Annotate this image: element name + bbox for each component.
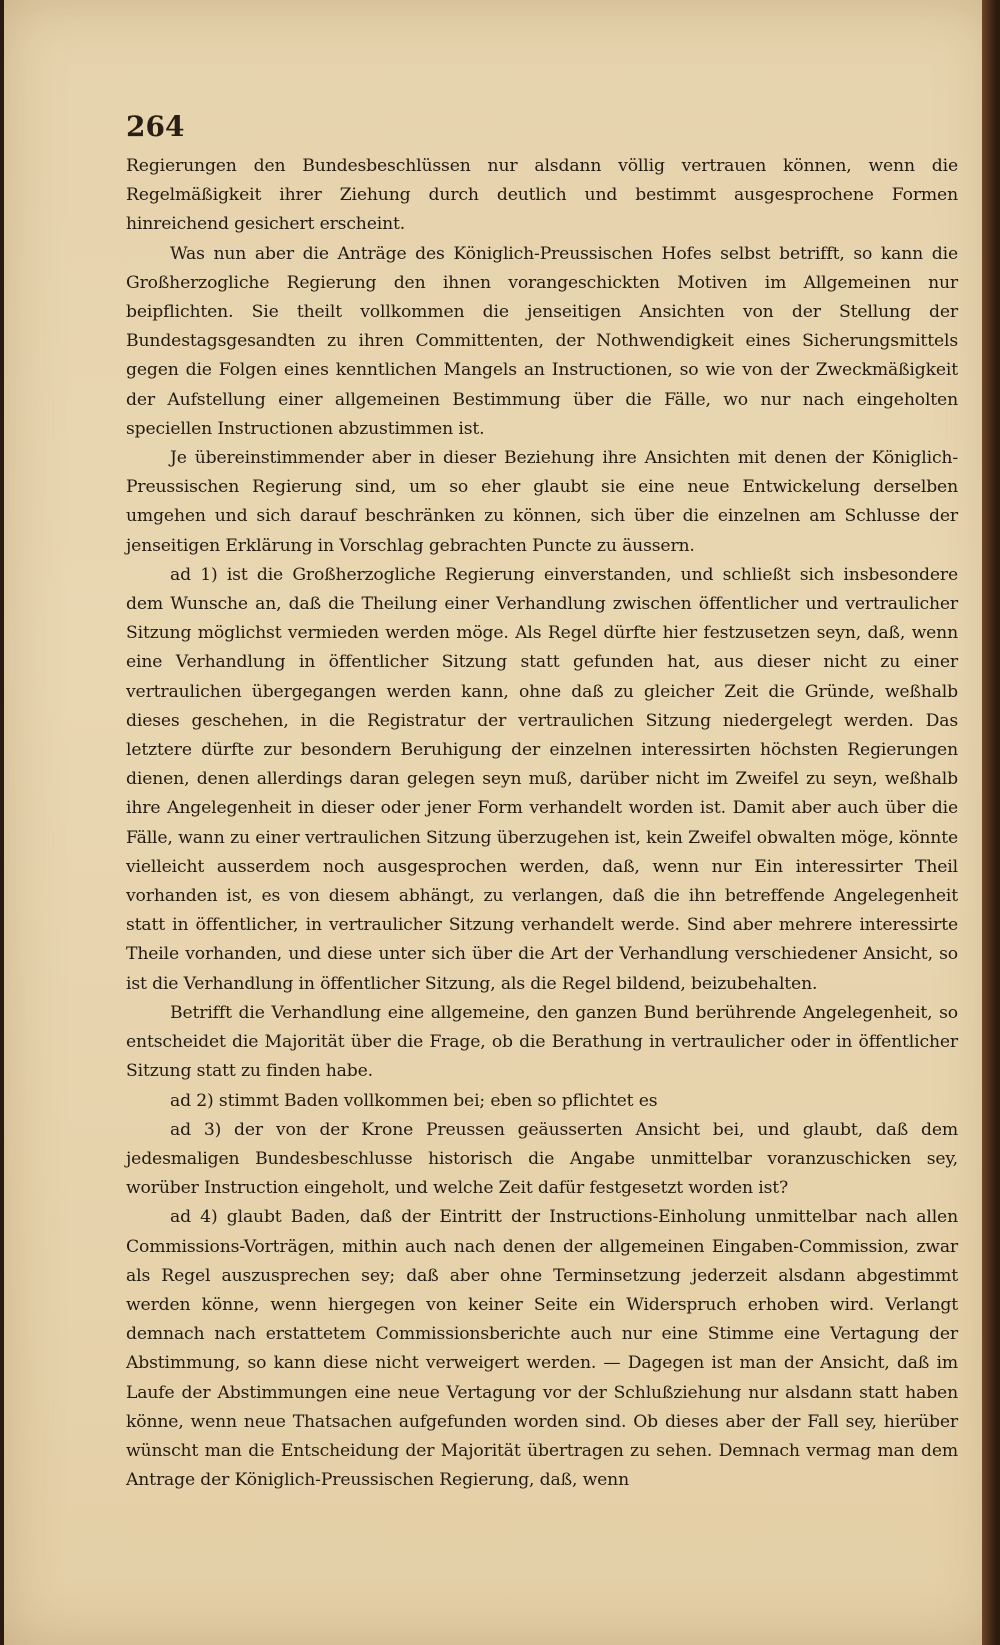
paragraph: Regierungen den Bundesbeschlüssen nur alsdann völlig vertrauen können, wenn die Regelmäßigkeit ihrer Ziehung durch deutlich und bestimmt ausgesprochene Formen hinreichend gesichert erscheint. bbox=[126, 156, 958, 235]
paragraph: Je übereinstimmender aber in dieser Beziehung ihre Ansichten mit denen der Königlich-Preussischen Regierung sind, um so eher glaubt sie eine neue Entwickelung derselben umgehen und sich darauf beschränken zu können, sich über die einzelnen am Schlusse der jenseitigen Erklärung in Vorschlag gebrachten Puncte zu äussern. bbox=[126, 448, 958, 556]
paragraph: ad 3) der von der Krone Preussen geäusserten Ansicht bei, und glaubt, daß dem jedesmaligen Bundesbeschlusse historisch die Angabe unmittelbar voranzuschicken sey, worüber Instruction eingeholt, und welche Zeit dafür festgesetzt worden ist? bbox=[126, 1119, 958, 1199]
paragraph: ad 1) ist die Großherzogliche Regierung einverstanden, und schließt sich insbesondere dem Wunsche an, daß die Theilung einer Verhandlung zwischen öffentlicher und vertraulicher Sitzung möglichst vermieden werden möge. Als Regel dürfte hier festzusetzen seyn, daß, wenn eine Verhandlung in öffentlicher Sitzung statt gefunden hat, aus dieser nicht zu einer vertraulichen übergegangen werden kann, ohne daß zu gleicher Zeit die Gründe, weßhalb dieses geschehen, in die Registratur der vertraulichen Sitzung niedergelegt werden. Das letztere dürfte zur besondern Beruhigung der einzelnen interessirten höchsten Regierungen dienen, denen allerdings daran gelegen seyn muß, darüber nicht im Zweifel zu seyn, weßhalb ihre Angelegenheit in dieser oder jener Form verhandelt worden ist. Damit aber auch über die Fälle, wann zu einer vertraulichen Sitzung überzugehen ist, kein Zweifel obwalten möge, könnte vielleicht ausserdem noch ausgesprochen werden, daß, wenn nur Ein interessirter Theil vorhanden ist, es von diesem abhängt, zu verlangen, daß die ihn betreffende Angelegenheit statt in öffentlicher, in vertraulicher Sitzung verhandelt werde. Sind aber mehrere interessirte Theile vorhanden, und diese unter sich über die Art der Verhandlung verschiedener Ansicht, so ist die Verhandlung in öffentlicher Sitzung, als die Regel bildend, beizubehalten. bbox=[126, 564, 958, 994]
paragraph: ad 2) stimmt Baden vollkommen bei; eben so pflichtet es bbox=[170, 1090, 658, 1111]
page-edge bbox=[982, 0, 996, 1645]
paragraph: Was nun aber die Anträge des Königlich-Preussischen Hofes selbst betrifft, so kann die Großherzogliche Regierung den ihnen vorangeschickten Motiven im Allgemeinen nur beipflichten. Sie theilt vollkommen die jenseitigen Ansichten von der Stellung der Bundestagsgesandten zu ihren Committenten, der Nothwendigkeit eines Sicherungsmittels gegen die Folgen eines kenntlichen Mangels an Instructionen, so wie von der Zweckmäßigkeit der Aufstellung einer allgemeinen Bestimmung über die Fälle, wo nur nach eingeholten speciellen Instructionen abzustimmen ist. bbox=[126, 243, 958, 439]
paragraph: Betrifft die Verhandlung eine allgemeine, den ganzen Bund berührende Angelegenheit, so entscheidet die Majorität über die Frage, ob die Berathung in vertraulicher oder in öffentlicher Sitzung statt zu finden habe. bbox=[126, 1002, 958, 1082]
body-text bbox=[126, 152, 958, 1495]
book-page bbox=[4, 0, 996, 1645]
page-number: 264 bbox=[126, 110, 185, 143]
paragraph: ad 4) glaubt Baden, daß der Eintritt der Instructions-Einholung unmittelbar nach allen Commissions-Vorträgen, mithin auch nach denen der allgemeinen Eingaben-Commission, zwar als Regel auszusprechen sey; daß aber ohne Terminsetzung jederzeit alsdann abgestimmt werden könne, wenn hiergegen von keiner Seite ein Widerspruch erhoben wird. Verlangt demnach nach erstattetem Commissionsberichte auch nur eine Stimme eine Vertagung der Abstimmung, so kann diese nicht verweigert werden. — Dagegen ist man der Ansicht, daß im Laufe der Abstimmungen eine neue Vertagung vor der Schlußziehung nur alsdann statt haben könne, wenn neue Thatsachen aufgefunden worden sind. Ob dieses aber der Fall sey, hierüber wünscht man die Entscheidung der Majorität übertragen zu sehen. Demnach vermag man dem Antrage der Königlich-Preussischen Regierung, daß, wenn bbox=[126, 1207, 958, 1491]
